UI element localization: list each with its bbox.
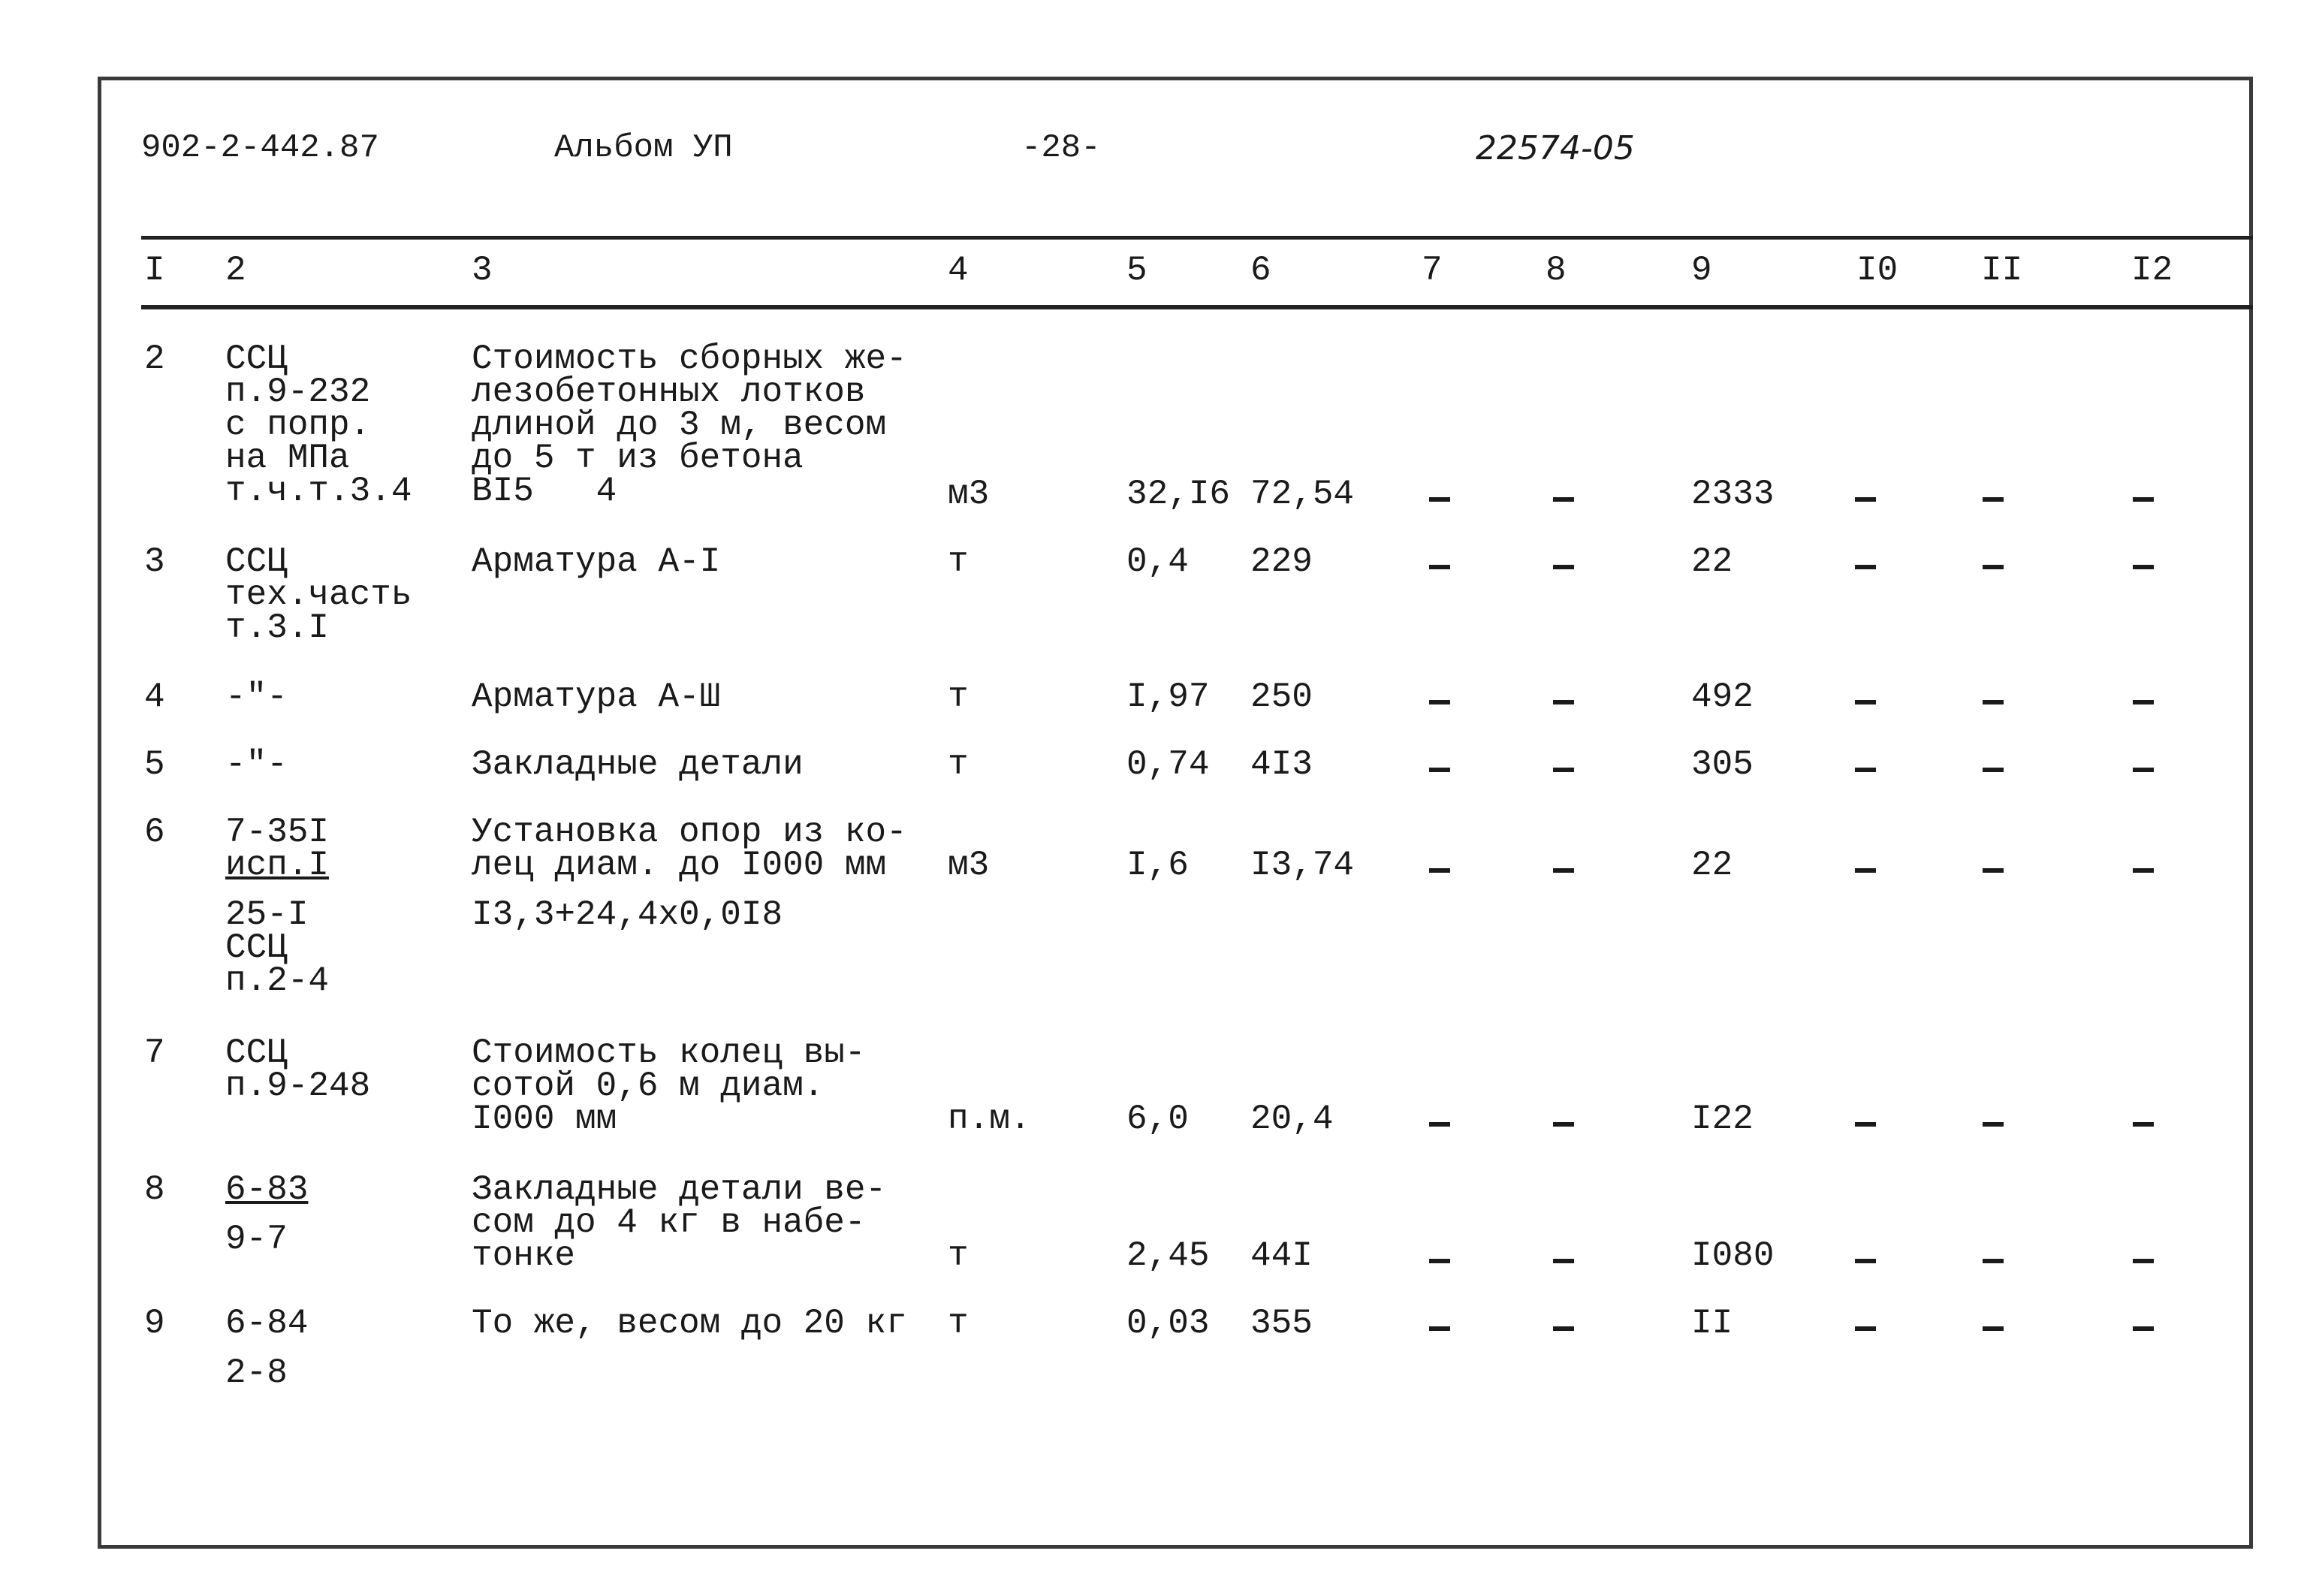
empty-dash <box>1855 768 1876 772</box>
album-label: Альбом УП <box>554 129 733 167</box>
row-unit-price: 72,54 <box>1250 475 1355 514</box>
empty-dash <box>1983 700 2004 704</box>
row-description: Стоимость колец вы- сотой 0,6 м диам. I000 мм <box>472 1033 866 1139</box>
row-cost: 2333 <box>1691 475 1775 514</box>
header-bottom-rule <box>141 305 2253 309</box>
row-number: 5 <box>144 745 165 784</box>
row-cost: II <box>1691 1304 1733 1343</box>
row-number: 8 <box>144 1170 165 1209</box>
row-reference-continued: 25-I ССЦ п.2-4 <box>225 895 330 1000</box>
column-number: II <box>1981 251 2023 290</box>
empty-dash <box>1553 868 1574 873</box>
empty-dash <box>1983 497 2004 502</box>
row-cost: 305 <box>1691 745 1754 784</box>
row-cost: 22 <box>1691 846 1733 885</box>
empty-dash <box>1429 1122 1450 1127</box>
column-number: 7 <box>1422 251 1443 290</box>
column-number: 8 <box>1546 251 1567 290</box>
empty-dash <box>2133 868 2154 873</box>
row-reference: -"- <box>225 745 288 784</box>
row-unit-price: 20,4 <box>1250 1100 1334 1139</box>
row-cost: 492 <box>1691 677 1754 717</box>
row-reference: ССЦ п.9-232 с попр. на МПа т.ч.т.3.4 <box>225 339 412 511</box>
row-unit-price: 250 <box>1250 677 1313 717</box>
row-description: Закладные детали <box>472 745 804 784</box>
row-reference: 7-35I <box>225 813 330 852</box>
row-reference-continued: 9-7 <box>225 1220 288 1259</box>
empty-dash <box>1429 565 1450 569</box>
row-description: То же, весом до 20 кг <box>472 1304 907 1343</box>
row-unit: м3 <box>948 846 990 885</box>
row-number: 2 <box>144 339 165 379</box>
row-quantity: 0,4 <box>1126 542 1189 581</box>
column-number: 4 <box>948 251 969 290</box>
column-number: 6 <box>1250 251 1271 290</box>
empty-dash <box>2133 497 2154 502</box>
empty-dash <box>2133 700 2154 704</box>
row-reference: 6-84 <box>225 1304 309 1343</box>
empty-dash <box>1855 1259 1876 1263</box>
row-unit: т <box>948 745 969 784</box>
row-number: 4 <box>144 677 165 717</box>
registration-number: 22574-05 <box>1476 129 1635 167</box>
row-reference-continued: 2-8 <box>225 1353 288 1392</box>
row-quantity: 0,03 <box>1126 1304 1210 1343</box>
empty-dash <box>2133 768 2154 772</box>
row-unit-price: 44I <box>1250 1236 1313 1275</box>
column-number: 5 <box>1126 251 1147 290</box>
row-description: Арматура А-I <box>472 542 721 581</box>
empty-dash <box>1855 565 1876 569</box>
empty-dash <box>1553 768 1574 772</box>
row-calculation: I3,3+24,4х0,0I8 <box>472 895 783 934</box>
empty-dash <box>1429 497 1450 502</box>
empty-dash <box>1855 868 1876 873</box>
empty-dash <box>1553 1259 1574 1263</box>
empty-dash <box>1553 565 1574 569</box>
row-unit: п.м. <box>948 1100 1031 1139</box>
row-quantity: 32,I6 <box>1126 475 1231 514</box>
row-quantity: I,97 <box>1126 677 1210 717</box>
row-reference: ССЦ тех.часть т.3.I <box>225 542 412 647</box>
column-number: I2 <box>2131 251 2173 290</box>
row-unit: т <box>948 1304 969 1343</box>
empty-dash <box>1983 1259 2004 1263</box>
empty-dash <box>1553 1326 1574 1331</box>
empty-dash <box>2133 1259 2154 1263</box>
row-reference-underlined: 6-83 <box>225 1170 309 1209</box>
document-code: 902-2-442.87 <box>141 129 379 167</box>
row-description: Установка опор из ко- лец диам. до I000 мм <box>472 813 907 885</box>
row-cost: 22 <box>1691 542 1733 581</box>
row-number: 7 <box>144 1033 165 1073</box>
empty-dash <box>1429 868 1450 873</box>
row-description: Арматура А-Ш <box>472 677 721 717</box>
table-top-rule <box>141 236 2253 240</box>
empty-dash <box>1429 768 1450 772</box>
empty-dash <box>1855 1122 1876 1127</box>
empty-dash <box>1429 1326 1450 1331</box>
empty-dash <box>1429 1259 1450 1263</box>
row-description: Стоимость сборных же- лезобетонных лотков длиной до 3 м, весом до 5 т из бетона ВI5 4 <box>472 339 907 511</box>
row-cost: I22 <box>1691 1100 1754 1139</box>
row-number: 6 <box>144 813 165 852</box>
column-number: I0 <box>1856 251 1898 290</box>
row-reference: ССЦ п.9-248 <box>225 1033 371 1106</box>
empty-dash <box>1983 768 2004 772</box>
row-unit-price: 4I3 <box>1250 745 1313 784</box>
row-quantity: I,6 <box>1126 846 1189 885</box>
row-unit: т <box>948 677 969 717</box>
row-quantity: 6,0 <box>1126 1100 1189 1139</box>
row-description: Закладные детали ве- сом до 4 кг в набе- тонке <box>472 1170 887 1275</box>
row-number: 3 <box>144 542 165 581</box>
column-number: 3 <box>472 251 493 290</box>
row-reference: -"- <box>225 677 288 717</box>
empty-dash <box>1553 700 1574 704</box>
row-unit: м3 <box>948 475 990 514</box>
row-quantity: 2,45 <box>1126 1236 1210 1275</box>
empty-dash <box>1855 497 1876 502</box>
empty-dash <box>1983 565 2004 569</box>
empty-dash <box>2133 565 2154 569</box>
page-number: -28- <box>1021 129 1101 167</box>
row-cost: I080 <box>1691 1236 1775 1275</box>
empty-dash <box>1983 1326 2004 1331</box>
empty-dash <box>2133 1326 2154 1331</box>
column-number: I <box>144 251 165 290</box>
empty-dash <box>2133 1122 2154 1127</box>
row-unit-price: 355 <box>1250 1304 1313 1343</box>
row-unit: т <box>948 542 969 581</box>
empty-dash <box>1553 1122 1574 1127</box>
row-reference-underlined: исп.I <box>225 846 330 885</box>
empty-dash <box>1553 497 1574 502</box>
column-number: 2 <box>225 251 246 290</box>
empty-dash <box>1855 1326 1876 1331</box>
row-unit: т <box>948 1236 969 1275</box>
row-unit-price: I3,74 <box>1250 846 1355 885</box>
row-number: 9 <box>144 1304 165 1343</box>
column-number: 9 <box>1691 251 1712 290</box>
empty-dash <box>1855 700 1876 704</box>
row-unit-price: 229 <box>1250 542 1313 581</box>
row-quantity: 0,74 <box>1126 745 1210 784</box>
empty-dash <box>1983 1122 2004 1127</box>
empty-dash <box>1429 700 1450 704</box>
empty-dash <box>1983 868 2004 873</box>
